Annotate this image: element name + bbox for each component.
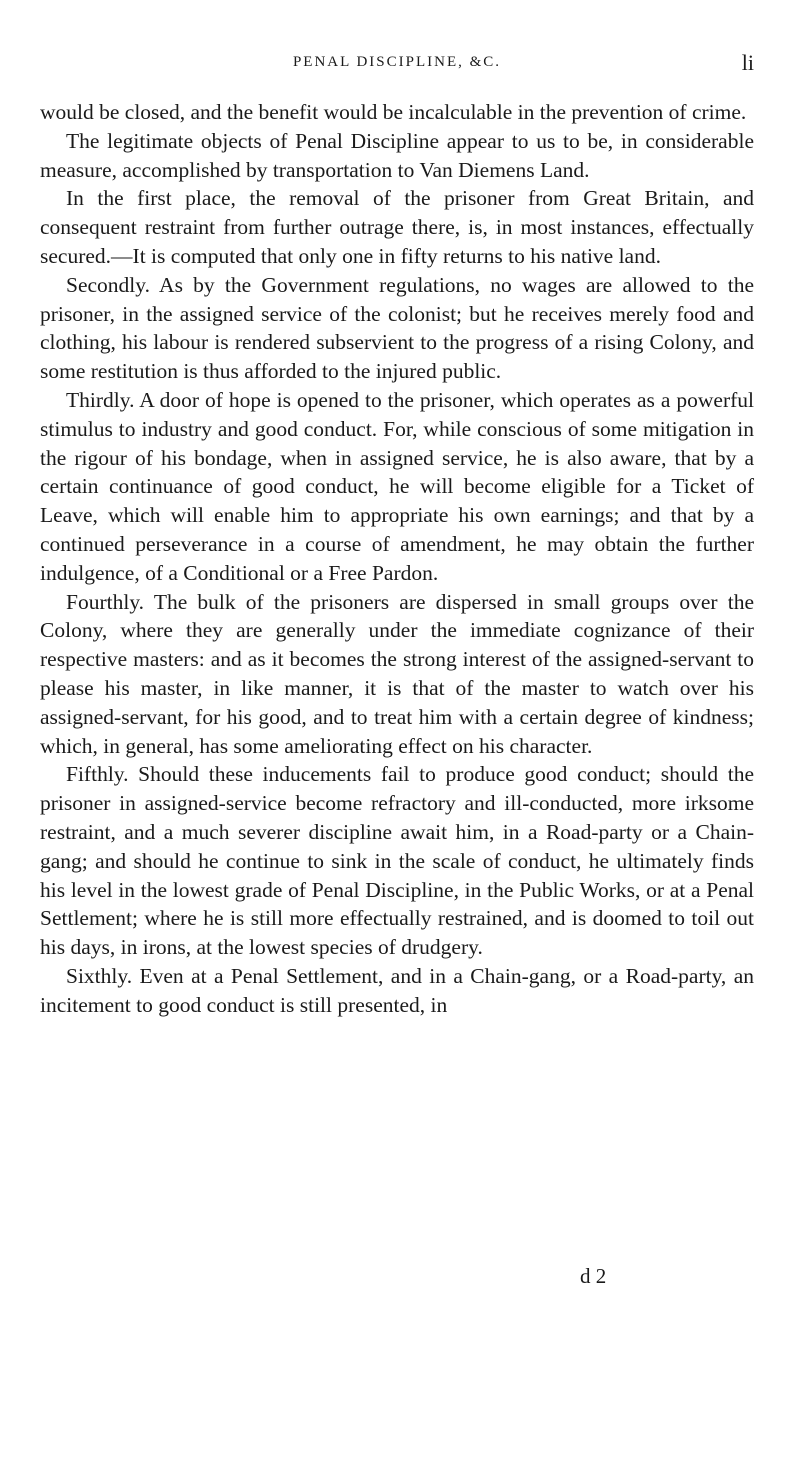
body-text	[40, 98, 754, 1020]
paragraph-continuation: would be closed, and the benefit would be incalculable in the prevention of crime.	[40, 100, 747, 124]
paragraph-objects: The legitimate objects of Penal Discipline appear to us to be, in considerable measure, accomplished by transportation to Van Diemens Land.	[40, 128, 754, 182]
paragraph-secondly: Secondly. As by the Government regulations, no wages are allowed to the prisoner, in the assigned service of the colonist; but he receives merely food and clothing, his labour is rendered subservient to the progress of a rising Colony, and some restitution is thus afforded to the injured public.	[40, 272, 754, 384]
paragraph-fourthly: Fourthly. The bulk of the prisoners are dispersed in small groups over the Colony, where they are generally under the immediate cognizance of their respective masters: and as it becomes the strong interest of the assigned-servant to please his master, in like manner, it is that of the master to watch over his assigned-servant, for his good, and to treat him with a certain degree of kindness; which, in general, has some ameliorating effect on his character.	[40, 589, 754, 758]
signature-mark: d 2	[580, 1264, 607, 1288]
running-head-title: PENAL DISCIPLINE, &C.	[292, 54, 502, 70]
book-page	[40, 50, 754, 1020]
paragraph-sixthly: Sixthly. Even at a Penal Settlement, and in a Chain-gang, or a Road-party, an incitement to good conduct is still presented, in	[40, 963, 754, 1017]
page-number: li	[741, 50, 754, 75]
running-head	[40, 50, 754, 80]
paragraph-first-place: In the first place, the removal of the prisoner from Great Britain, and consequent restraint from further outrage there, is, in most instances, effectually secured.—It is computed that only one in fifty returns to his native land.	[40, 186, 754, 268]
paragraph-thirdly: Thirdly. A door of hope is opened to the prisoner, which operates as a powerful stimulus to industry and good conduct. For, while conscious of some mitigation in the rigour of his bondage, when in assigned service, he is also aware, that by a certain continuance of good conduct, he will become eligible for a Ticket of Leave, which will enable him to appropriate his own earnings; and that by a continued perseverance in a course of amendment, he may obtain the further indulgence, of a Conditional or a Free Pardon.	[40, 387, 754, 585]
paragraph-fifthly: Fifthly. Should these inducements fail to produce good conduct; should the prisoner in assigned-service become refractory and ill-conducted, more irksome restraint, and a much severer discipline await him, in a Road-party or a Chain-gang; and should he continue to sink in the scale of conduct, he ultimately finds his level in the lowest grade of Penal Discipline, in the Public Works, or at a Penal Settlement; where he is still more effectually restrained, and is doomed to toil out his days, in irons, at the lowest species of drudgery.	[40, 762, 754, 960]
